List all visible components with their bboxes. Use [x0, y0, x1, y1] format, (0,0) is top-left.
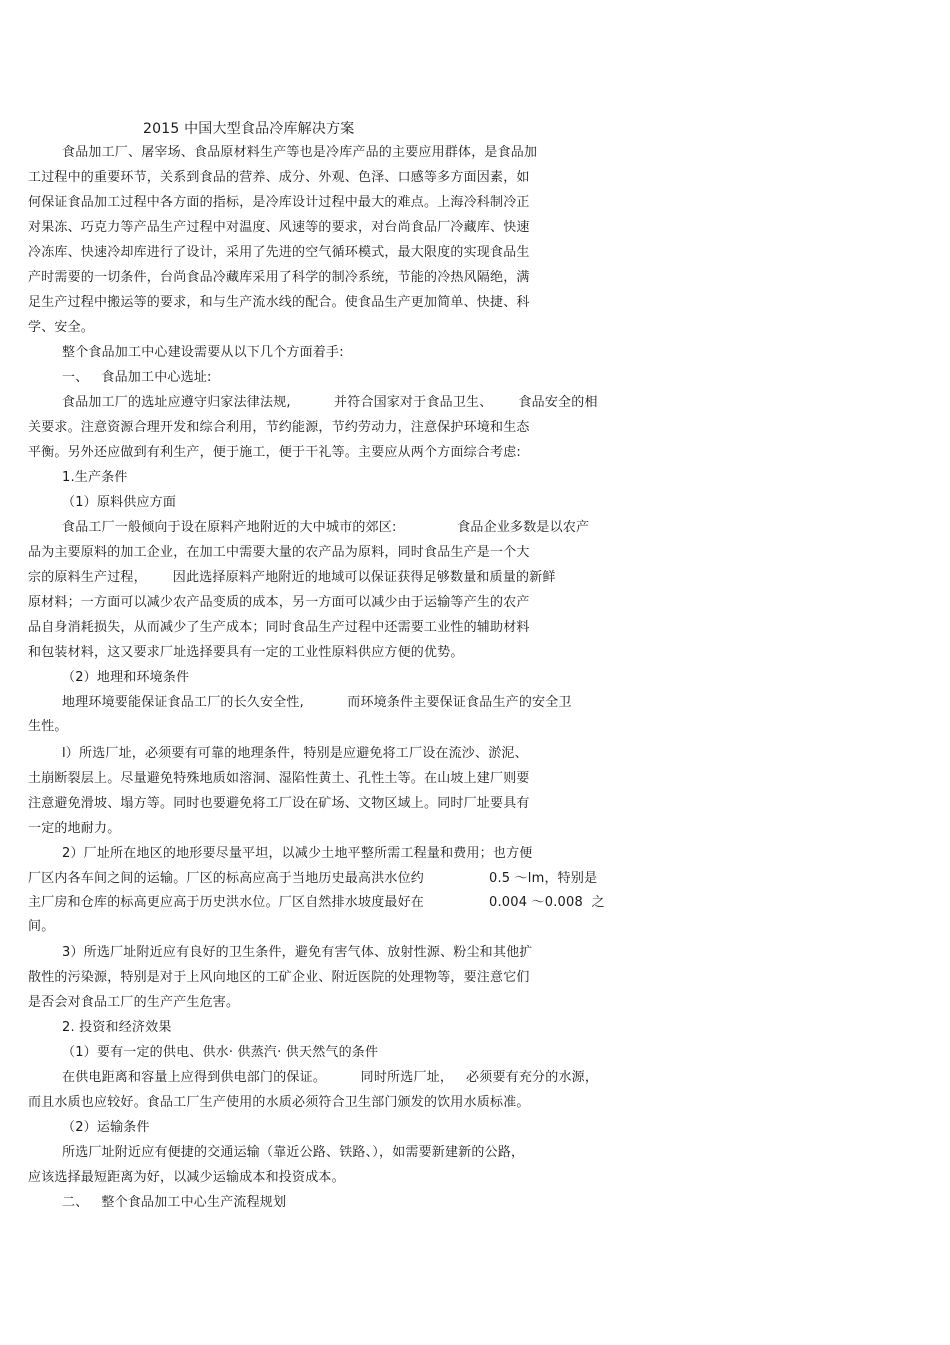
text-line: 产时需要的一切条件，台尚食品冷藏库采用了科学的制冷系统，节能的冷热风隔绝，满 — [28, 270, 530, 285]
text-line: 品为主要原料的加工企业，在加工中需要大量的农产品为原料，同时食品生产是一个大 — [28, 545, 530, 560]
text-line: 而且水质也应较好。食品工厂生产使用的水质必须符合卫生部门颁发的饮用水质标准。 — [28, 1095, 530, 1110]
text-line: 厂区内各车间之间的运输。厂区的标高应高于当地历史最高洪水位约 0.5 ～lm，特别是 — [28, 871, 598, 886]
section-heading: 二、 整个食品加工中心生产流程规划 — [62, 1195, 287, 1210]
text-line: 足生产过程中搬运等的要求，和与生产流水线的配合。使食品生产更加简单、快捷、科 — [28, 295, 530, 310]
text-line: 学、安全。 — [28, 320, 95, 335]
text-line: 所选厂址附近应有便捷的交通运输（靠近公路、铁路、），如需要新建新的公路， — [62, 1145, 525, 1160]
text-line: 品自身消耗损失，从而减少了生产成本；同时食品生产过程中还需要工业性的辅助材料 — [28, 620, 530, 635]
section-heading: 一、 食品加工中心选址: — [62, 370, 212, 385]
text-line: 在供电距离和容量上应得到供电部门的保证。 同时所选厂址， 必须要有充分的水源， — [62, 1070, 599, 1085]
text-line: 食品工厂一般倾向于设在原料产地附近的大中城市的郊区: 食品企业多数是以农产 — [62, 520, 590, 535]
text-line: 整个食品加工中心建设需要从以下几个方面着手: — [62, 345, 344, 360]
subsection-heading: 2. 投资和经济效果 — [62, 1020, 172, 1035]
text-line: 地理环境要能保证食品工厂的长久安全性, 而环境条件主要保证食品生产的安全卫 — [62, 695, 572, 710]
text-line: l）所选厂址，必须要有可靠的地理条件，特别是应避免将工厂设在流沙、淤泥、 — [62, 746, 528, 761]
text-line: 注意避免滑坡、塌方等。同时也要避免将工厂设在矿场、文物区域上。同时厂址要具有 — [28, 796, 530, 811]
text-line: 应该选择最短距离为好，以减少运输成本和投资成本。 — [28, 1170, 345, 1185]
text-line: 冷冻库、快速冷却库进行了设计，采用了先进的空气循环模式，最大限度的实现食品生 — [28, 245, 530, 260]
subsection-heading: 1.生产条件 — [62, 470, 128, 485]
text-line: 原材料；一方面可以减少农产品变质的成本，另一方面可以减少由于运输等产生的农产 — [28, 595, 530, 610]
text-line: 3）所选厂址附近应有良好的卫生条件，避免有害气体、放射性源、粉尘和其他扩 — [62, 945, 533, 960]
text-line: 工过程中的重要环节，关系到食品的营养、成分、外观、色泽、口感等多方面因素，如 — [28, 170, 530, 185]
text-line: 和包装材料，这又要求厂址选择要具有一定的工业性原料供应方便的优势。 — [28, 645, 464, 660]
subsection-heading: （1）原料供应方面 — [62, 495, 177, 510]
text-line: 主厂房和仓库的标高更应高于历史洪水位。厂区自然排水坡度最好在 0.004 ～0.008 之 — [28, 895, 605, 910]
text-line: 平衡。另外还应做到有利生产，便于施工，便于干礼等。主要应从两个方面综合考虑: — [28, 445, 521, 460]
subsection-heading: （2）运输条件 — [62, 1120, 150, 1135]
document-title: 2015 中国大型食品冷库解决方案 — [143, 121, 355, 137]
text-line: 散性的污染源，特别是对于上风向地区的工矿企业、附近医院的处理物等，要注意它们 — [28, 970, 530, 985]
subsection-heading: （1）要有一定的供电、供水· 供蒸汽· 供天然气的条件 — [62, 1045, 379, 1060]
text-line: 一定的地耐力。 — [28, 821, 121, 836]
text-line: 间。 — [28, 919, 55, 934]
text-line: 何保证食品加工过程中各方面的指标，是冷库设计过程中最大的难点。上海冷科制冷正 — [28, 195, 530, 210]
text-line: 关要求。注意资源合理开发和综合利用，节约能源，节约劳动力，注意保护环境和生态 — [28, 420, 530, 435]
text-line: 宗的原料生产过程， 因此选择原料产地附近的地域可以保证获得足够数量和质量的新鲜 — [28, 570, 556, 585]
text-line: 食品加工厂的选址应遵守归家法律法规, 并符合国家对于食品卫生、 食品安全的相 — [62, 395, 598, 410]
text-line: 生性。 — [28, 719, 68, 734]
text-line: 2）厂址所在地区的地形要尽量平坦，以减少土地平整所需工程量和费用；也方便 — [62, 846, 533, 861]
text-line: 是否会对食品工厂的生产产生危害。 — [28, 995, 240, 1010]
text-line: 食品加工厂、屠宰场、食品原材料生产等也是冷库产品的主要应用群体，是食品加 — [62, 145, 538, 160]
text-line: 对果冻、巧克力等产品生产过程中对温度、风速等的要求，对台尚食品厂冷藏库、快速 — [28, 220, 530, 235]
subsection-heading: （2）地理和环境条件 — [62, 670, 190, 685]
text-line: 土崩断裂层上。尽量避免特殊地质如溶洞、湿陷性黄土、孔性土等。在山坡上建厂则要 — [28, 771, 530, 786]
